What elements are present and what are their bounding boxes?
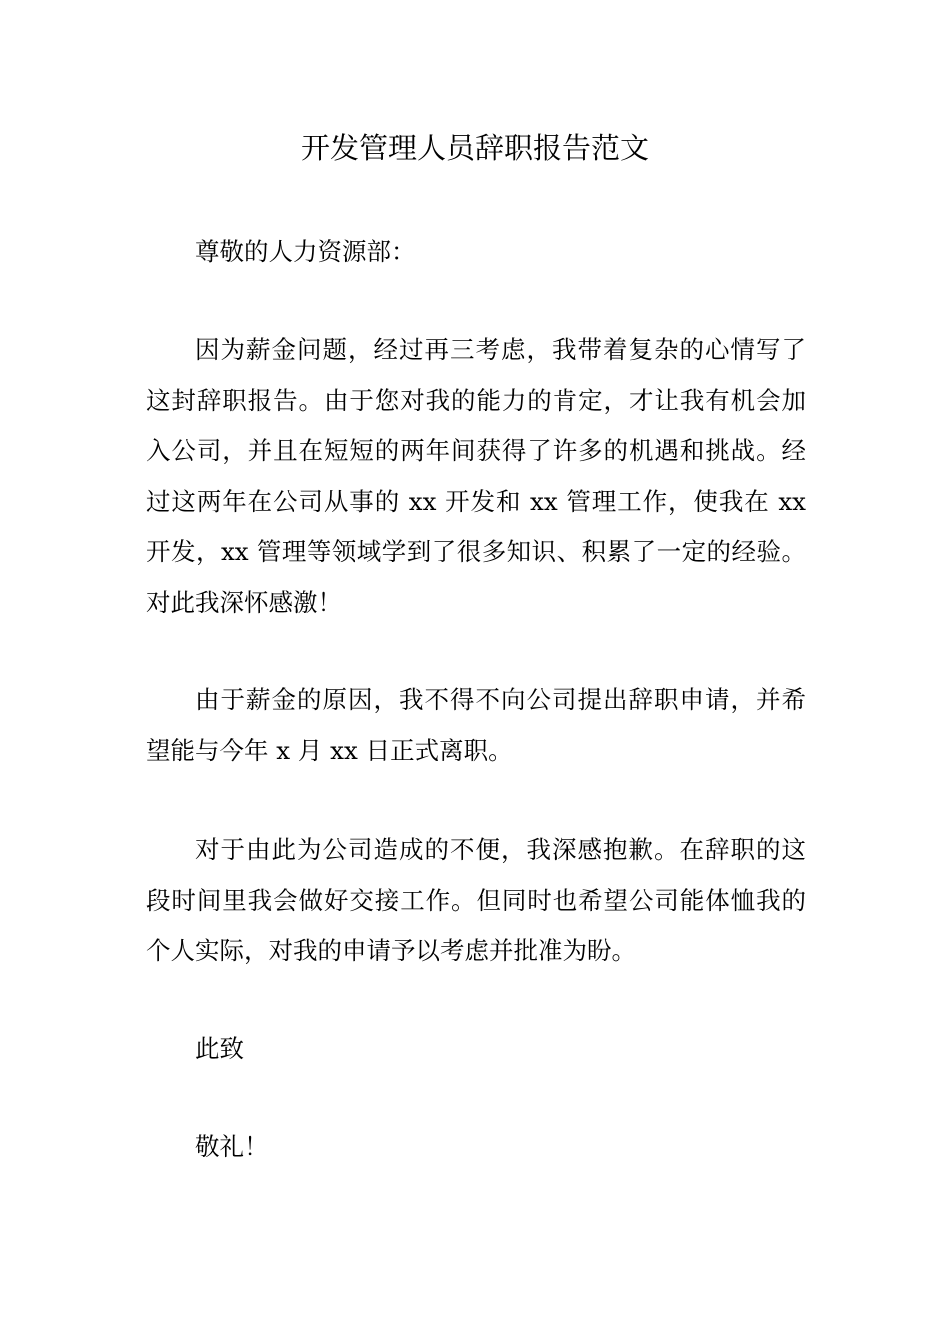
closing-line-2: 敬礼！ — [195, 1132, 269, 1161]
paragraph-3: 对于由此为公司造成的不便，我深感抱歉。在辞职的这段时间里我会做好交接工作。但同时也希望公司能体恤我的个人实际，对我的申请予以考虑并批准为盼。 — [146, 835, 806, 965]
closing-line-1: 此致 — [195, 1034, 244, 1063]
paragraph-1: 因为薪金问题，经过再三考虑，我带着复杂的心情写了这封辞职报告。由于您对我的能力的肯定，才让我有机会加入公司，并且在短短的两年间获得了许多的机遇和挑战。经过这两年在公司从事的 xx 开发和 xx 管理工作，使我在 xx 开发，xx 管理等领域学到了很多知识、积累了一定的经验。对此我深怀感激！ — [146, 335, 806, 617]
paragraph-2: 由于薪金的原因，我不得不向公司提出辞职申请，并希望能与今年 x 月 xx 日正式离职。 — [146, 685, 806, 765]
document-title: 开发管理人员辞职报告范文 — [300, 131, 649, 165]
salutation: 尊敬的人力资源部： — [195, 237, 416, 266]
